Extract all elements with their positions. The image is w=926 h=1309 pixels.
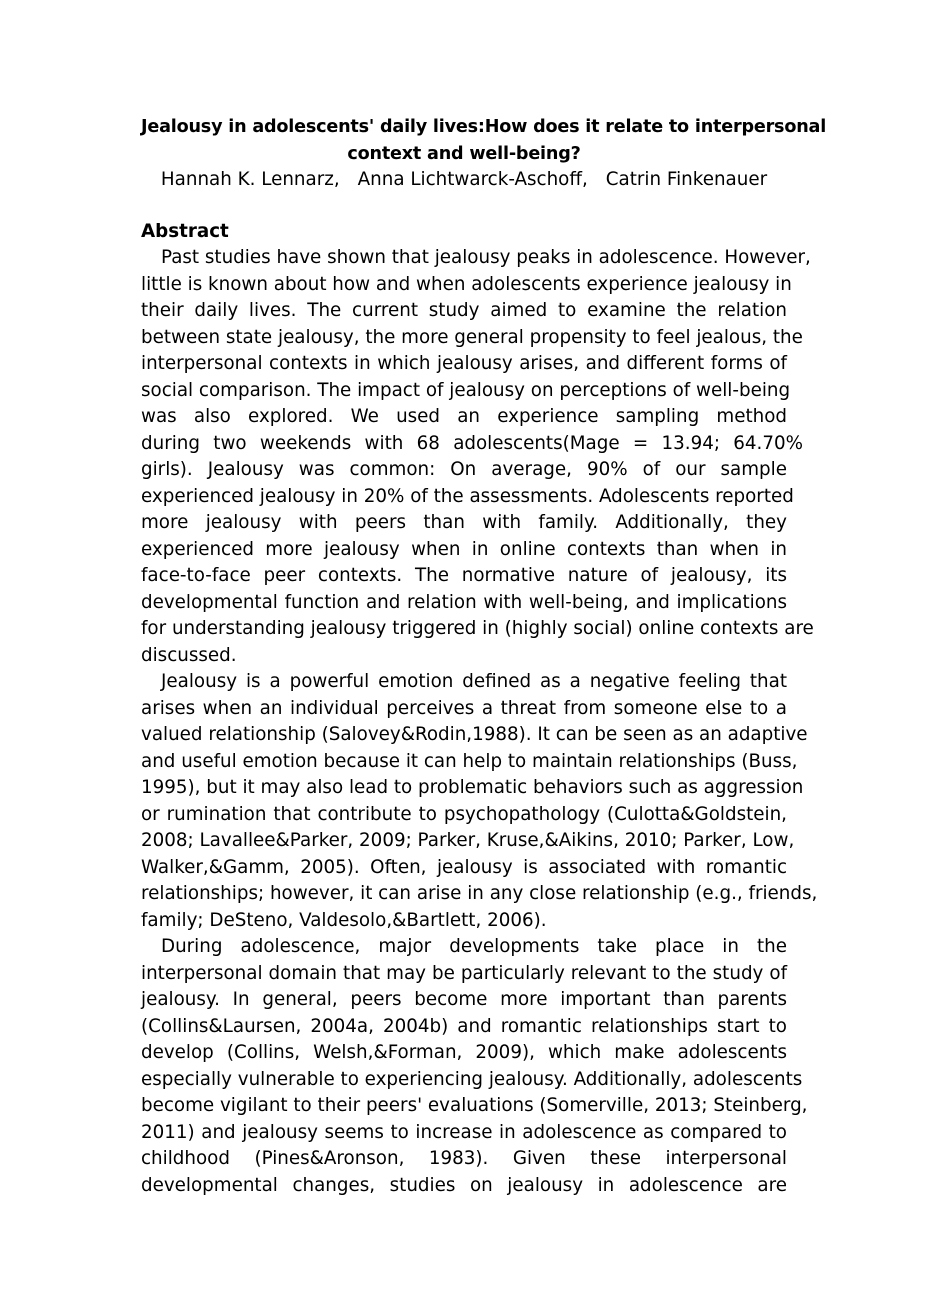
body-line: arises when an individual perceives a threat from someone else to a: [141, 697, 787, 719]
paper-title: [141, 114, 827, 167]
abstract-line: Past studies have shown that jealousy peaks in adolescence. However,: [161, 247, 811, 268]
abstract-line: interpersonal contexts in which jealousy arises, and different forms of: [141, 353, 787, 374]
body-line: 2008; Lavallee&Parker, 2009; Parker, Kruse,&Aikins, 2010; Parker, Low,: [141, 830, 795, 851]
abstract-line: between state jealousy, the more general propensity to feel jealous, the: [141, 326, 803, 348]
body-line: Walker,&Gamm, 2005). Often, jealousy is associated with romantic: [141, 856, 787, 878]
author-3: Catrin Finkenauer: [605, 169, 768, 190]
body-line: childhood (Pines&Aronson, 1983). Given these interpersonal: [141, 1148, 787, 1169]
author-2: Anna Lichtwarck-Aschoff,: [357, 169, 588, 190]
body-line: 1995), but it may also lead to problematic behaviors such as aggression: [141, 777, 804, 798]
abstract-line: experienced jealousy in 20% of the assessments. Adolescents reported: [141, 485, 794, 507]
abstract-line: for understanding jealousy triggered in (highly social) online contexts are: [141, 618, 814, 639]
body-paragraph-1: [141, 669, 818, 934]
body-line: Jealousy is a powerful emotion defined as a negative feeling that: [161, 671, 787, 692]
body-line: During adolescence, major developments take place in the: [161, 936, 787, 957]
body-line: 2011) and jealousy seems to increase in adolescence as compared to: [141, 1121, 787, 1143]
body-line: develop (Collins, Welsh,&Forman, 2009), which make adolescents: [141, 1042, 787, 1063]
abstract-line: discussed.: [141, 644, 237, 666]
abstract-line: during two weekends with 68 adolescents(Mage = 13.94; 64.70%: [141, 432, 803, 454]
abstract-line: developmental function and relation with well-being, and implications: [141, 591, 787, 613]
body-line: especially vulnerable to experiencing jealousy. Additionally, adolescents: [141, 1068, 803, 1090]
body-line: jealousy. In general, peers become more important than parents: [141, 989, 787, 1010]
author-list: [141, 167, 787, 194]
abstract-line: face-to-face peer contexts. The normative nature of jealousy, its: [141, 565, 787, 586]
abstract-line: little is known about how and when adolescents experience jealousy in: [141, 273, 792, 295]
body-line: (Collins&Laursen, 2004a, 2004b) and romantic relationships start to: [141, 1015, 787, 1037]
abstract-line: social comparison. The impact of jealousy on perceptions of well-being: [141, 379, 791, 401]
abstract-line: their daily lives. The current study aimed to examine the relation: [141, 300, 787, 321]
body-line: and useful emotion because it can help to maintain relationships (Buss,: [141, 750, 798, 772]
body-paragraph-2: [141, 934, 808, 1199]
body-line: family; DeSteno, Valdesolo,&Bartlett, 2006).: [141, 909, 547, 931]
title-line-2: context and well-being?: [347, 143, 581, 164]
body-line: or rumination that contribute to psychopathology (Culotta&Goldstein,: [141, 803, 787, 825]
body-line: become vigilant to their peers' evaluations (Somerville, 2013; Steinberg,: [141, 1095, 808, 1116]
abstract-line: more jealousy with peers than with family. Additionally, they: [141, 512, 787, 533]
abstract-line: girls). Jealousy was common: On average, 90% of our sample: [141, 459, 787, 480]
body-line: developmental changes, studies on jealousy in adolescence are: [141, 1174, 787, 1196]
abstract-heading: Abstract: [141, 220, 229, 242]
body-line: valued relationship (Salovey&Rodin,1988). It can be seen as an adaptive: [141, 724, 808, 745]
author-1: Hannah K. Lennarz,: [160, 169, 340, 190]
title-line-1: Jealousy in adolescents' daily lives:How does it relate to interpersonal: [141, 117, 827, 137]
abstract-line: was also explored. We used an experience sampling method: [141, 406, 787, 427]
body-line: relationships; however, it can arise in any close relationship (e.g., friends,: [141, 883, 818, 904]
paper-page: [141, 114, 827, 1199]
body-line: interpersonal domain that may be particularly relevant to the study of: [141, 962, 787, 984]
abstract-paragraph: [141, 245, 814, 669]
abstract-line: experienced more jealousy when in online contexts than when in: [141, 538, 787, 560]
